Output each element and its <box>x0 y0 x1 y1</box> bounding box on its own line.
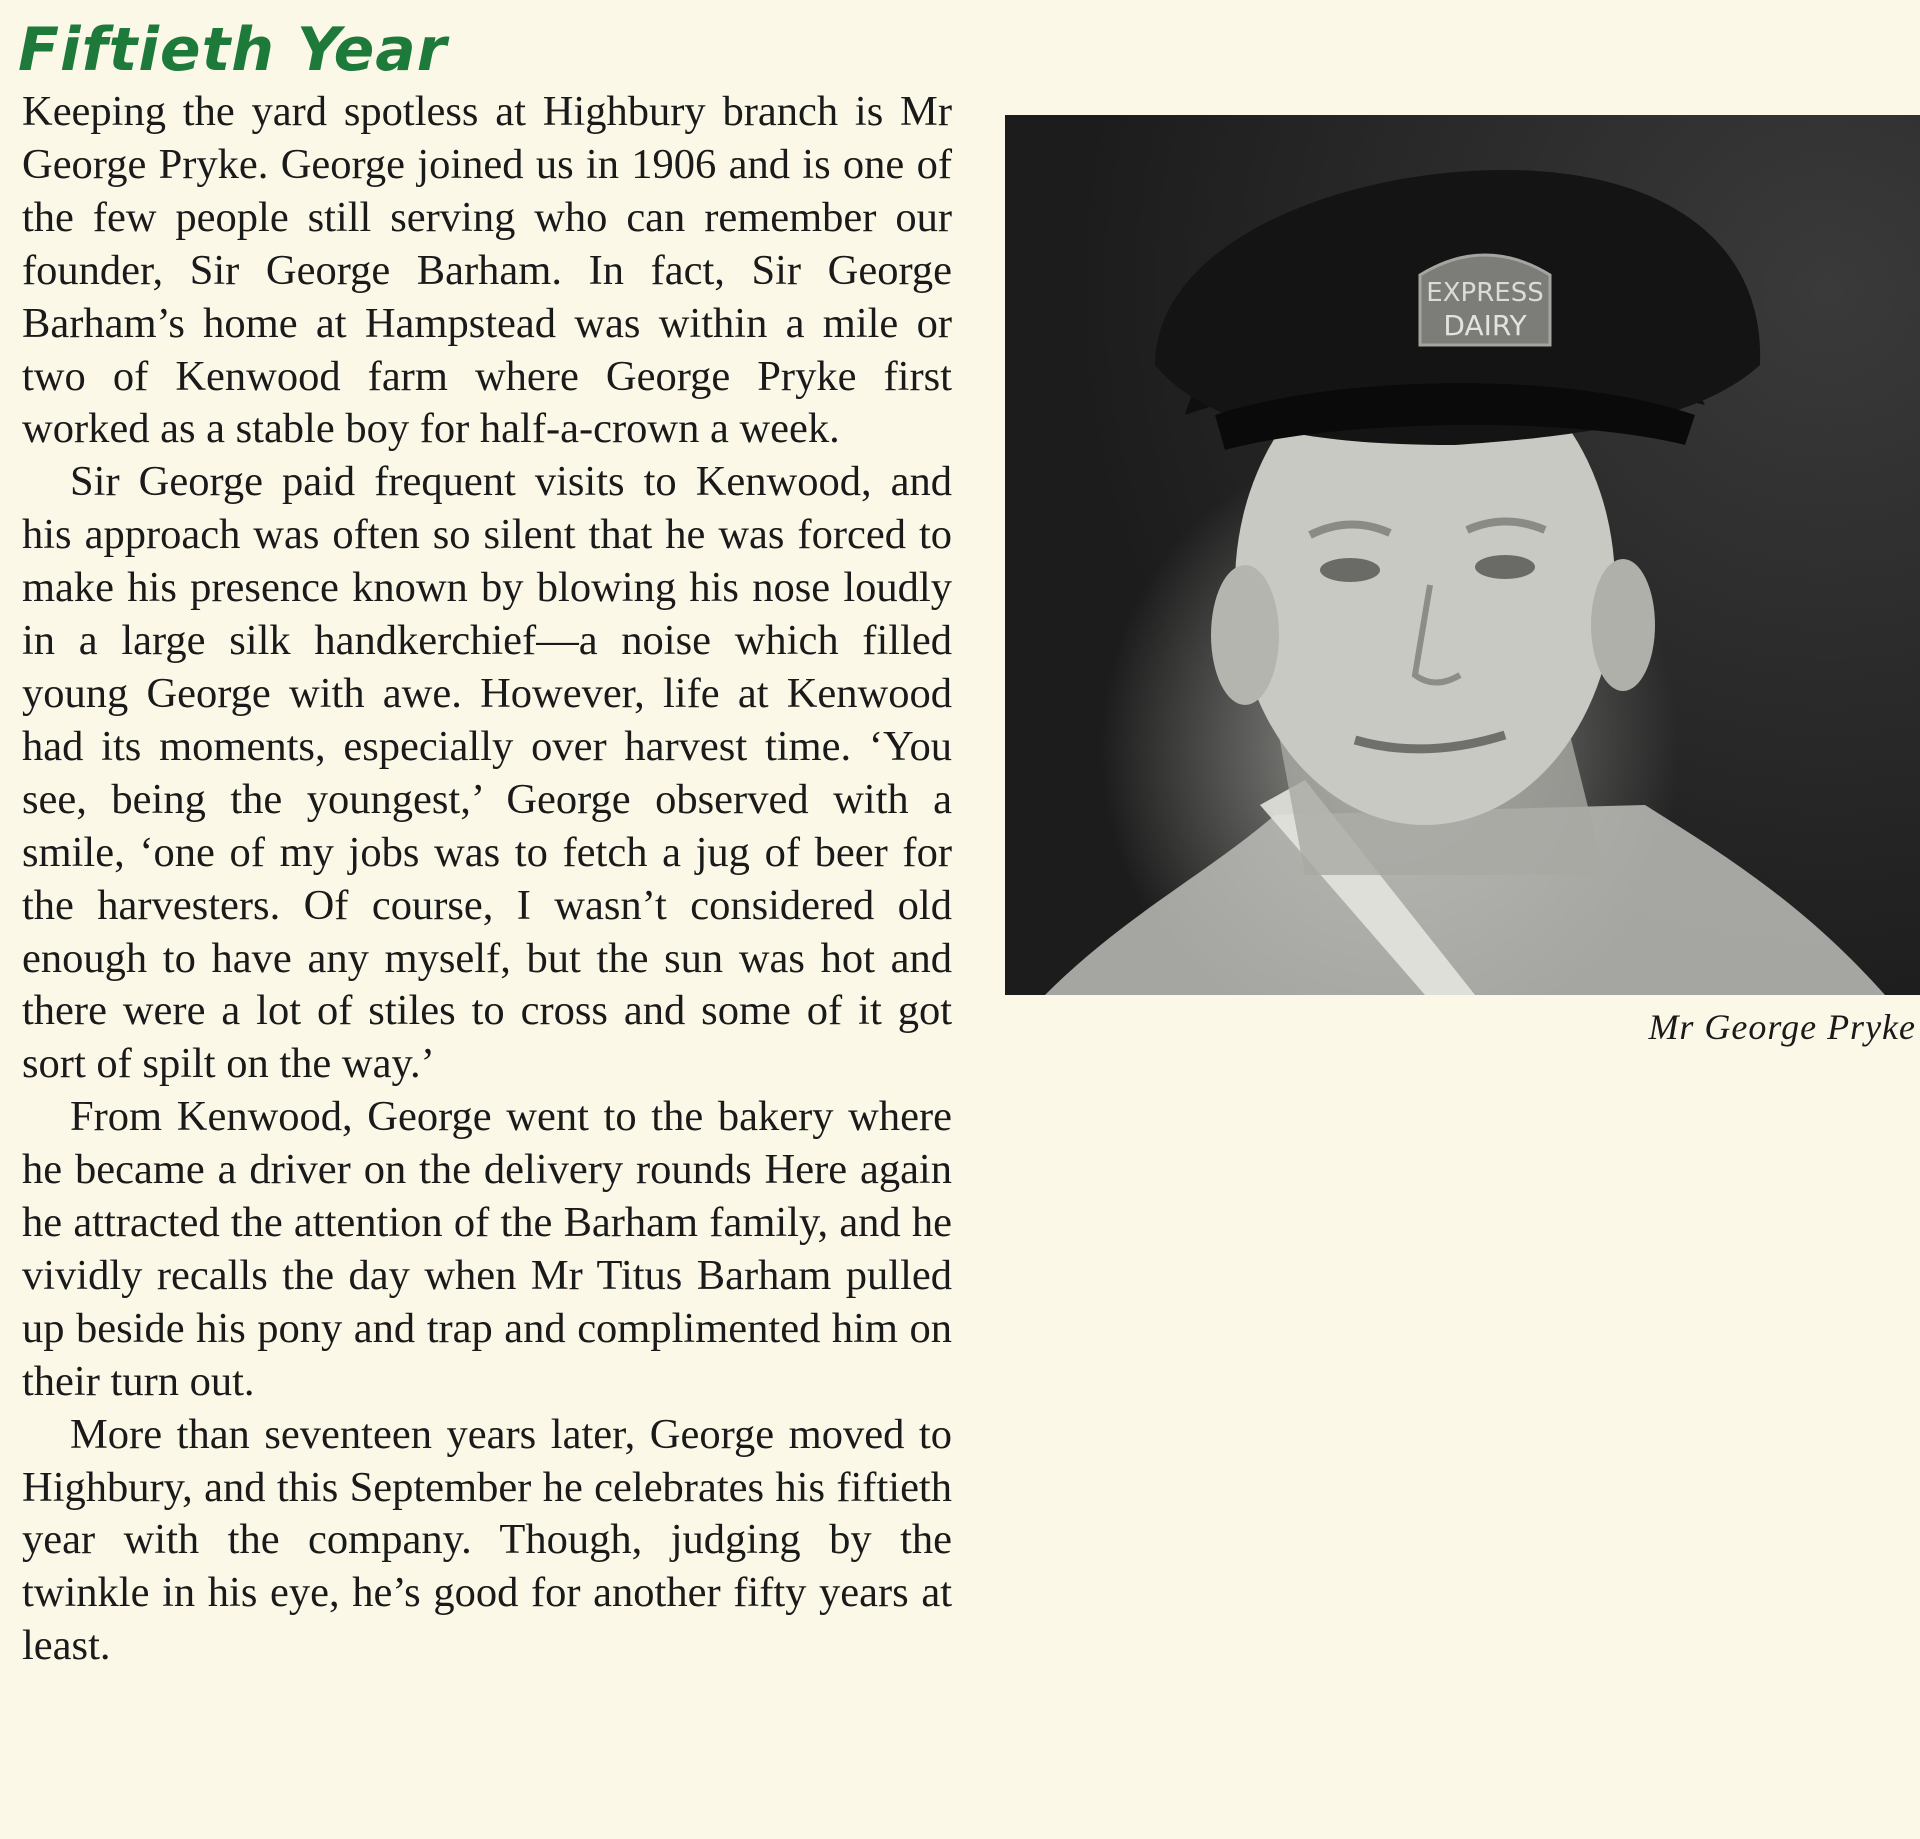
svg-text:DAIRY: DAIRY <box>1443 309 1527 342</box>
article-body <box>22 86 952 1673</box>
photo-caption: Mr George Pryke <box>1648 1007 1916 1047</box>
cap-badge <box>1420 255 1550 345</box>
eye-shape <box>1475 555 1535 579</box>
paragraph: From Kenwood, George went to the bakery where he became a driver on the delivery rounds Here again he attracted the attention of the Barham family, and he vividly recalls the day when Mr Titus Barham pulled up beside his pony and trap and complimented him on their turn out. <box>22 1093 952 1405</box>
portrait-photo <box>1005 115 1920 995</box>
ear-shape <box>1591 559 1655 691</box>
eye-shape <box>1320 558 1380 582</box>
paragraph: More than seventeen years later, George moved to Highbury, and this September he celebrates his fiftieth year with the company. Though, judging by the twinkle in his eye, he’s good for another fifty years at least. <box>22 1410 952 1670</box>
ear-shape <box>1211 565 1279 705</box>
paragraph: Keeping the yard spotless at Highbury branch is Mr George Pryke. George joined us in 1906 and is one of the few people still serving who can remember our founder, Sir George Barham. In fact, Sir George Barham’s home at Hampstead was within a mile or two of Kenwood farm where George Pryke first worked as a stable boy for half-a-crown a week. <box>22 88 952 453</box>
headline: Fiftieth Year <box>18 15 448 85</box>
paragraph: Sir George paid frequent visits to Kenwood, and his approach was often so silent that he was forced to make his presence known by blowing his nose loudly in a large silk handkerchief—a noise which filled young George with awe. However, life at Kenwood had its moments, especially over harvest time. ‘You see, being the youngest,’ George observed with a smile, ‘one of my jobs was to fetch a jug of beer for the harvesters. Of course, I wasn’t considered old enough to have any myself, but the sun was hot and there were a lot of stiles to cross and some of it got sort of spilt on the way.’ <box>22 458 952 1088</box>
portrait-illustration <box>1005 115 1920 995</box>
svg-text:EXPRESS: EXPRESS <box>1426 278 1544 308</box>
